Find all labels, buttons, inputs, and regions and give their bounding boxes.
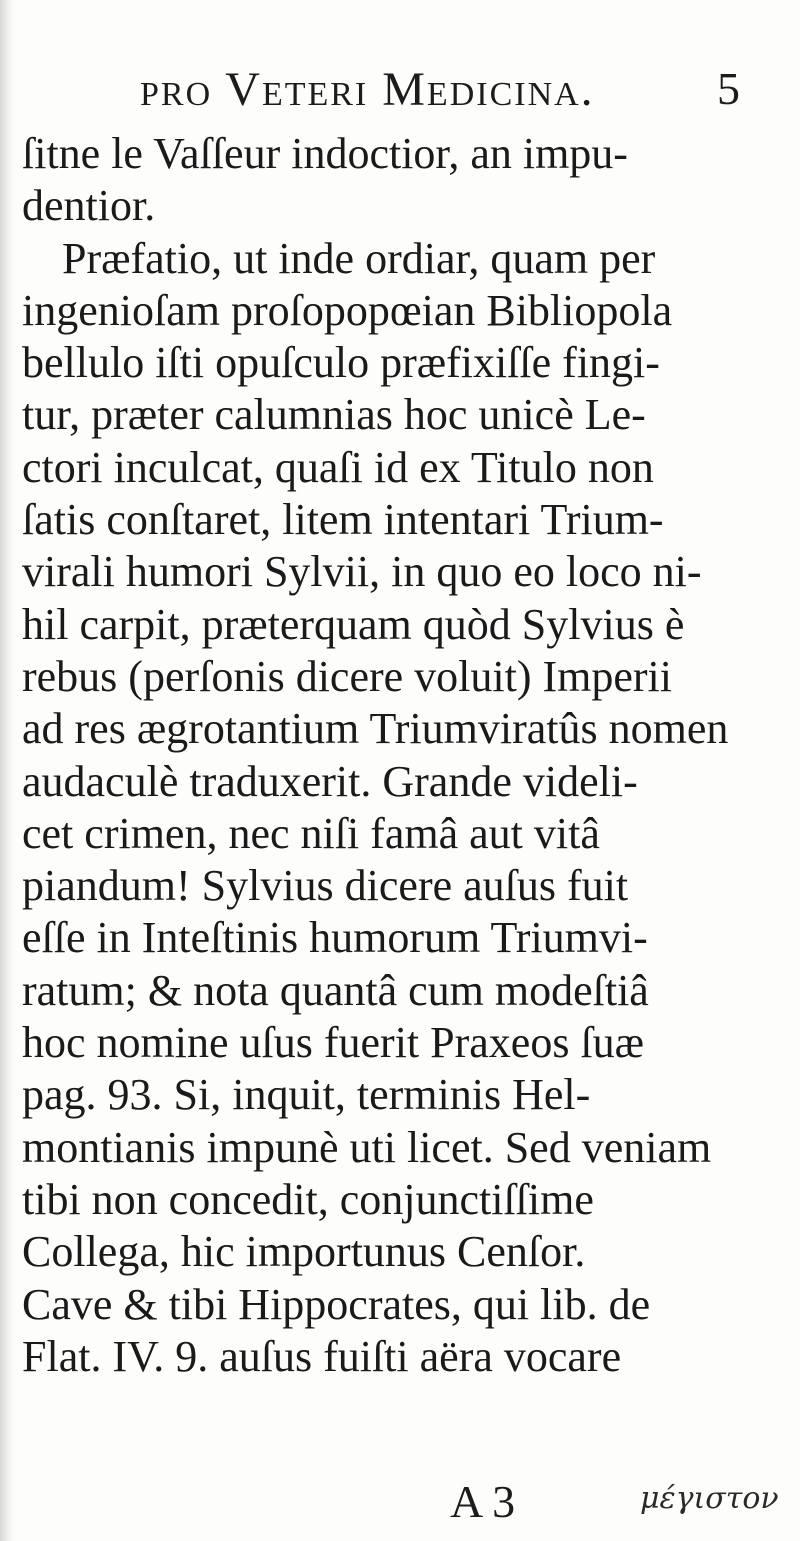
signature-mark: A 3 [450,1476,516,1527]
text-line: ratum; & nota quantâ cum modeſtiâ [22,965,649,1015]
text-line: Flat. IV. 9. auſus fuiſti aëra vocare [22,1331,622,1381]
text-line: Cave & tibi Hippocrates, qui lib. de [22,1279,651,1329]
text-line: eſſe in Inteſtinis humorum Triumvi- [22,913,648,963]
running-head [140,62,740,122]
gutter-shadow [0,0,14,1541]
text-line: pag. 93. Si, inquit, terminis Hel- [22,1070,591,1120]
text-line: ctori inculcat, quaſi id ex Titulo non [22,442,654,492]
text-line: tur, præter calumnias hoc unicè Le- [22,390,646,440]
text-line: Collega, hic importunus Cenſor. [22,1227,586,1277]
running-head-title: pro Veteri Medicina. [140,63,595,116]
text-line: tibi non concedit, conjunctiſſime [22,1174,594,1224]
text-line: audaculè traduxerit. Grande videli- [22,756,638,806]
text-line: montianis impunè uti licet. Sed veniam [22,1122,712,1172]
text-line: ingenioſam proſopopœian Bibliopola [22,285,673,335]
text-line: piandum! Sylvius dicere auſus fuit [22,861,629,911]
text-line: ſitne le Vaſſeur indoctior, an impu- [22,129,628,178]
text-line: virali humori Sylvii, in quo eo loco ni- [22,547,702,597]
text-line: ad res ægrotantium Triumviratûs nomen [22,704,729,754]
text-line: Præfatio, ut inde ordiar, quam per [62,233,656,283]
text-line: ſatis conſtaret, litem intentari Trium- [22,495,664,545]
body-text [22,128,792,1383]
text-line: hoc nomine uſus fuerit Praxeos ſuæ [22,1018,645,1068]
page-footer [0,1475,800,1535]
text-line: dentior. [22,181,156,231]
catchword: μέγιστον [640,1481,779,1516]
text-line: hil carpit, præterquam quòd Sylvius è [22,599,685,649]
text-line: bellulo iſti opuſculo præfixiſſe fingi- [22,338,660,388]
page-number: 5 [717,63,740,114]
text-line: rebus (perſonis dicere voluit) Imperii [22,651,673,701]
text-line: cet crimen, nec niſi famâ aut vitâ [22,808,600,858]
